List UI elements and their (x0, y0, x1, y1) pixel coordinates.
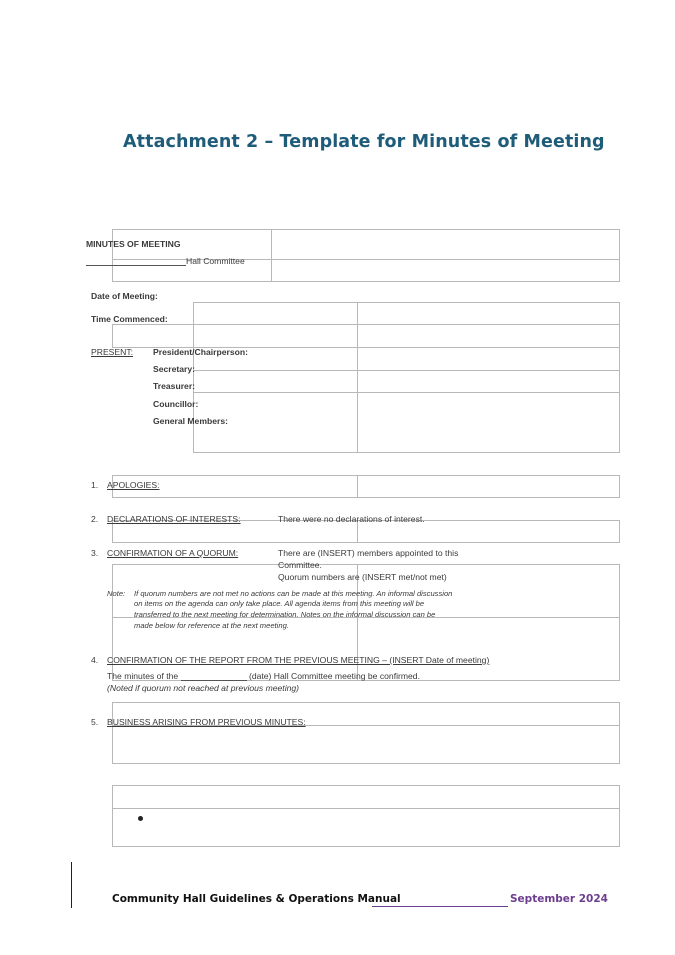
role-treasurer: Treasurer: (153, 381, 196, 391)
footer-manual-title: Community Hall Guidelines & Operations Manual (112, 893, 401, 905)
apologies-column-divider (357, 475, 358, 498)
quorum-text-line-1: There are (INSERT) members appointed to this (278, 548, 459, 558)
previous-report-text-a: The minutes of the (107, 671, 179, 681)
declarations-heading: DECLARATIONS OF INTERESTS: (107, 514, 241, 524)
quorum-note-prefix: Note: (107, 589, 126, 598)
role-general-members: General Members: (153, 416, 228, 426)
minutes-of-meeting-label: MINUTES OF MEETING (86, 239, 181, 249)
quorum-note-line-4: made below for reference at the next meeting. (134, 621, 289, 630)
quorum-note-line-3: transferred to the next meeting for determination. Notes on the informal discussion can be (134, 610, 436, 619)
previous-report-heading: CONFIRMATION OF THE REPORT FROM THE PREVIOUS MEETING – (INSERT Date of meeting) (107, 655, 490, 665)
previous-report-date-blank[interactable] (181, 680, 247, 681)
notes-table (112, 785, 620, 847)
previous-report-note: (Noted if quorum not reached at previous meeting) (107, 683, 300, 693)
apologies-heading: APOLOGIES: (107, 480, 160, 490)
apologies-table (112, 475, 620, 498)
role-president: President/Chairperson: (153, 347, 249, 357)
business-table (112, 702, 620, 764)
quorum-text-line-2: Committee. (278, 560, 322, 570)
left-margin-line (112, 324, 113, 347)
business-number: 5. (91, 717, 99, 727)
footer-date: September 2024 (510, 893, 608, 905)
previous-report-text (107, 671, 420, 681)
bullet-point (138, 816, 143, 821)
hall-committee-label: Hall Committee (186, 256, 245, 266)
hall-committee-field[interactable] (86, 256, 245, 266)
apologies-number: 1. (91, 480, 99, 490)
role-secretary: Secretary: (153, 364, 196, 374)
present-label: PRESENT: (91, 347, 134, 357)
quorum-text-line-3: Quorum numbers are (INSERT met/not met) (278, 572, 447, 582)
page-title: Attachment 2 – Template for Minutes of Meeting (123, 132, 605, 152)
notes-row-divider (112, 808, 620, 809)
business-heading: BUSINESS ARISING FROM PREVIOUS MINUTES: (107, 717, 306, 727)
quorum-note-line-1: If quorum numbers are not met no actions can be made at this meeting. An informal discussion (134, 589, 453, 598)
previous-report-text-b: (date) Hall Committee meeting be confirmed. (248, 671, 420, 681)
margin-bar (71, 862, 72, 908)
quorum-note-line-2: on items on the agenda can only take place. All agenda items from this meeting will be (134, 599, 425, 608)
quorum-number: 3. (91, 548, 99, 558)
committee-name-blank (86, 265, 186, 266)
date-of-meeting-label: Date of Meeting: (91, 291, 158, 301)
declarations-number: 2. (91, 514, 99, 524)
declarations-text: There were no declarations of interest. (278, 514, 425, 524)
role-councillor: Councillor: (153, 399, 199, 409)
present-row-4 (193, 392, 620, 393)
footer-underline (372, 906, 508, 907)
quorum-heading: CONFIRMATION OF A QUORUM: (107, 548, 239, 558)
header-column-divider (271, 229, 272, 282)
present-row-3 (193, 370, 620, 371)
time-commenced-label: Time Commenced: (91, 314, 168, 324)
previous-report-number: 4. (91, 655, 99, 665)
present-row-1 (112, 324, 620, 325)
